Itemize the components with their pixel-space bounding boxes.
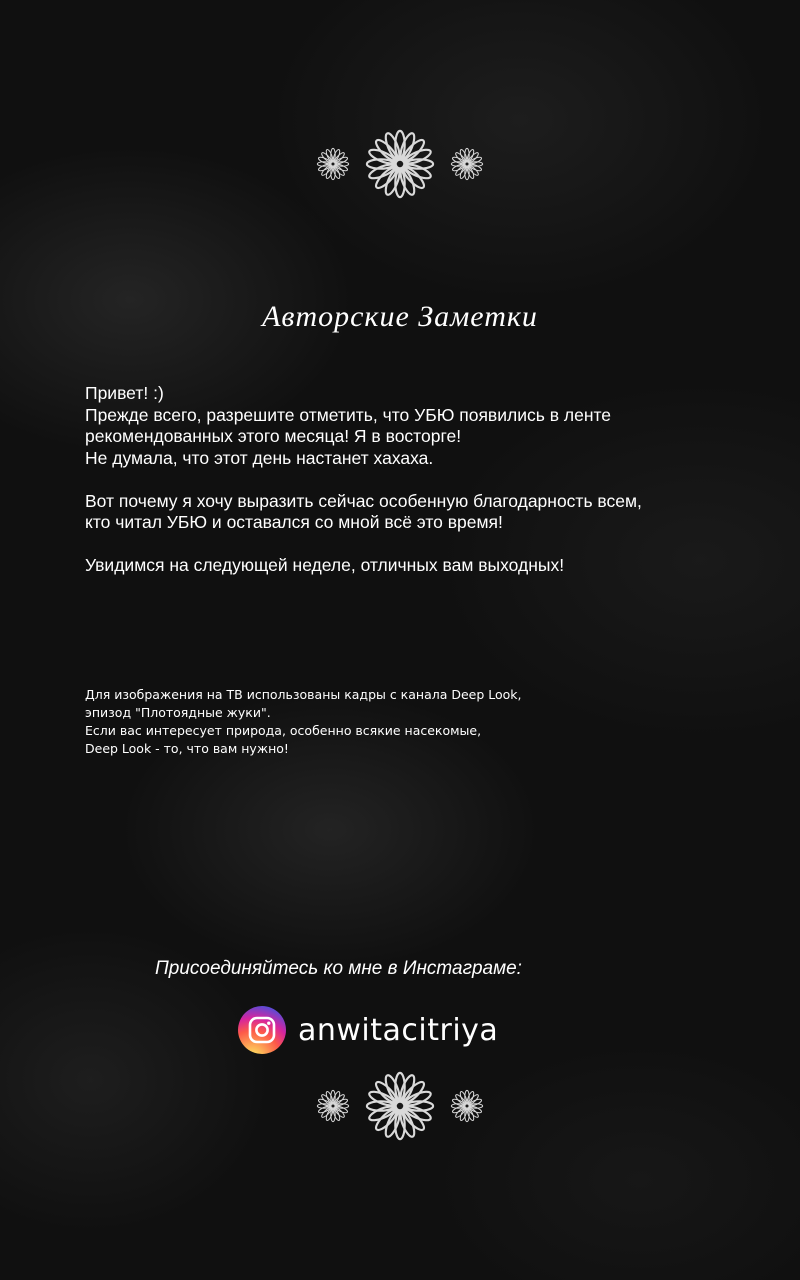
small-daisy-icon bbox=[316, 1089, 350, 1123]
flower-ornament-bottom bbox=[0, 1066, 800, 1146]
instagram-invite-text: Присоединяйтесь ко мне в Инстаграме: bbox=[155, 958, 522, 979]
credits-line: Для изображения на ТВ использованы кадры с канала Deep Look, bbox=[85, 687, 522, 702]
notes-line: Привет! :) bbox=[85, 383, 164, 403]
small-daisy-icon bbox=[450, 1089, 484, 1123]
instagram-link[interactable] bbox=[238, 1006, 498, 1054]
notes-line: кто читал УБЮ и оставался со мной всё это время! bbox=[85, 512, 503, 532]
instagram-handle: anwitacitriya bbox=[298, 1012, 499, 1048]
notes-paragraph bbox=[85, 555, 725, 577]
credits-line: Deep Look - то, что вам нужно! bbox=[85, 741, 289, 756]
notes-line: рекомендованных этого месяца! Я в восторге! bbox=[85, 426, 462, 446]
credits-line: Если вас интересует природа, особенно всякие насекомые, bbox=[85, 723, 482, 738]
notes-line: Вот почему я хочу выразить сейчас особенную благодарность всем, bbox=[85, 490, 642, 511]
author-notes bbox=[85, 383, 725, 598]
large-daisy-icon bbox=[364, 1070, 436, 1142]
credits-line: эпизод "Плотоядные жуки". bbox=[85, 705, 271, 720]
notes-paragraph bbox=[85, 491, 725, 534]
instagram-icon bbox=[238, 1006, 286, 1054]
notes-line: Прежде всего, разрешите отметить, что УБЮ появились в ленте bbox=[85, 404, 612, 425]
notes-line: Не думала, что этот день настанет хахаха. bbox=[85, 447, 434, 468]
page-title: Авторские Заметки bbox=[262, 300, 538, 333]
small-daisy-icon bbox=[316, 147, 350, 181]
notes-paragraph bbox=[85, 383, 725, 469]
credits-note bbox=[85, 686, 645, 758]
notes-line: Увидимся на следующей неделе, отличных вам выходных! bbox=[85, 555, 565, 575]
large-daisy-icon bbox=[364, 128, 436, 200]
flower-ornament-top bbox=[0, 124, 800, 204]
small-daisy-icon bbox=[450, 147, 484, 181]
